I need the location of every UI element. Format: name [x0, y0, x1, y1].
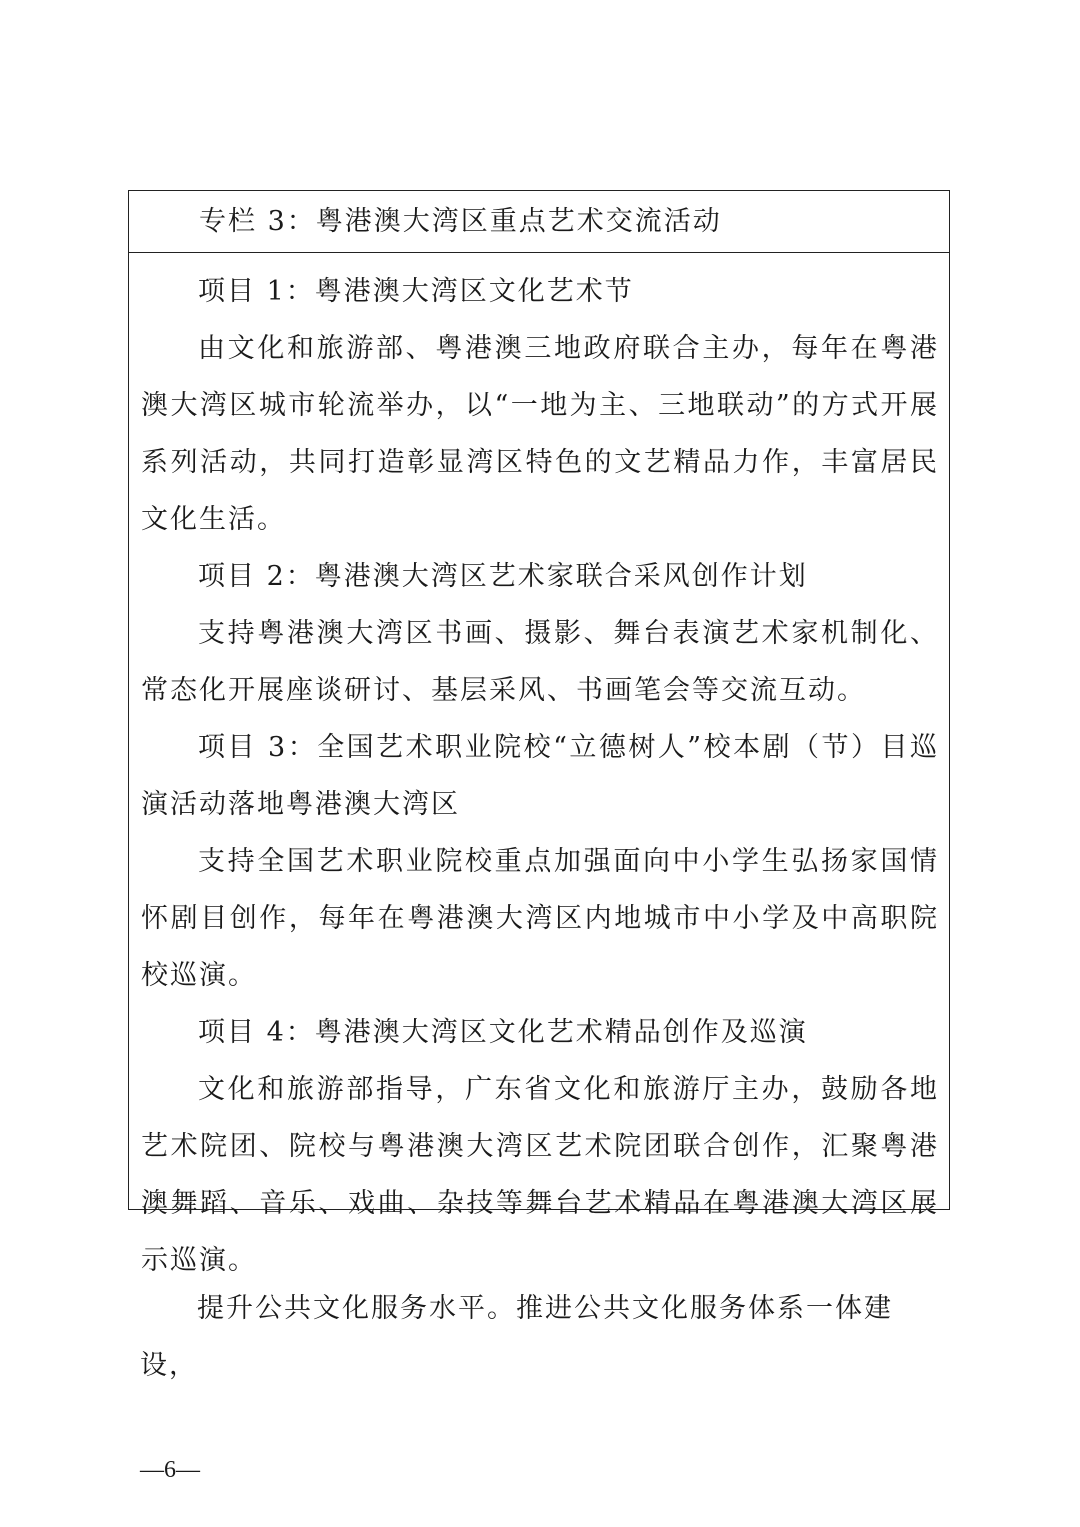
- project-1-description: 由文化和旅游部、粤港澳三地政府联合主办，每年在粤港澳大湾区城市轮流举办，以“一地为主、三地联动”的方式开展系列活动，共同打造彰显湾区特色的文艺精品力作，丰富居民文化生活。: [141, 333, 939, 535]
- project-1-title: 项目 1：粤港澳大湾区文化艺术节: [198, 276, 634, 307]
- project-2-description: 支持粤港澳大湾区书画、摄影、舞台表演艺术家机制化、常态化开展座谈研讨、基层采风、书画笔会等交流互动。: [141, 618, 939, 706]
- project-4-title: 项目 4：粤港澳大湾区文化艺术精品创作及巡演: [198, 1017, 808, 1048]
- project-2-title: 项目 2：粤港澳大湾区艺术家联合采风创作计划: [198, 561, 808, 592]
- body-paragraph: 提升公共文化服务水平。推进公共文化服务体系一体建设，: [140, 1293, 893, 1381]
- project-4-description: 文化和旅游部指导，广东省文化和旅游厅主办，鼓励各地艺术院团、院校与粤港澳大湾区艺术院团联合创作，汇聚粤港澳舞蹈、音乐、戏曲、杂技等舞台艺术精品在粤港澳大湾区展示巡演。: [141, 1074, 939, 1276]
- project-3-title: 项目 3：全国艺术职业院校“立德树人”校本剧（节）目巡演活动落地粤港澳大湾区: [141, 732, 939, 820]
- column-box: [128, 190, 950, 1276]
- project-3-description: 支持全国艺术职业院校重点加强面向中小学生弘扬家国情怀剧目创作，每年在粤港澳大湾区内地城市中小学及中高职院校巡演。: [141, 846, 939, 991]
- page-number: —6—: [140, 1457, 200, 1483]
- column-title: 专栏 3：粤港澳大湾区重点艺术交流活动: [129, 191, 949, 253]
- column-body: [129, 253, 949, 1289]
